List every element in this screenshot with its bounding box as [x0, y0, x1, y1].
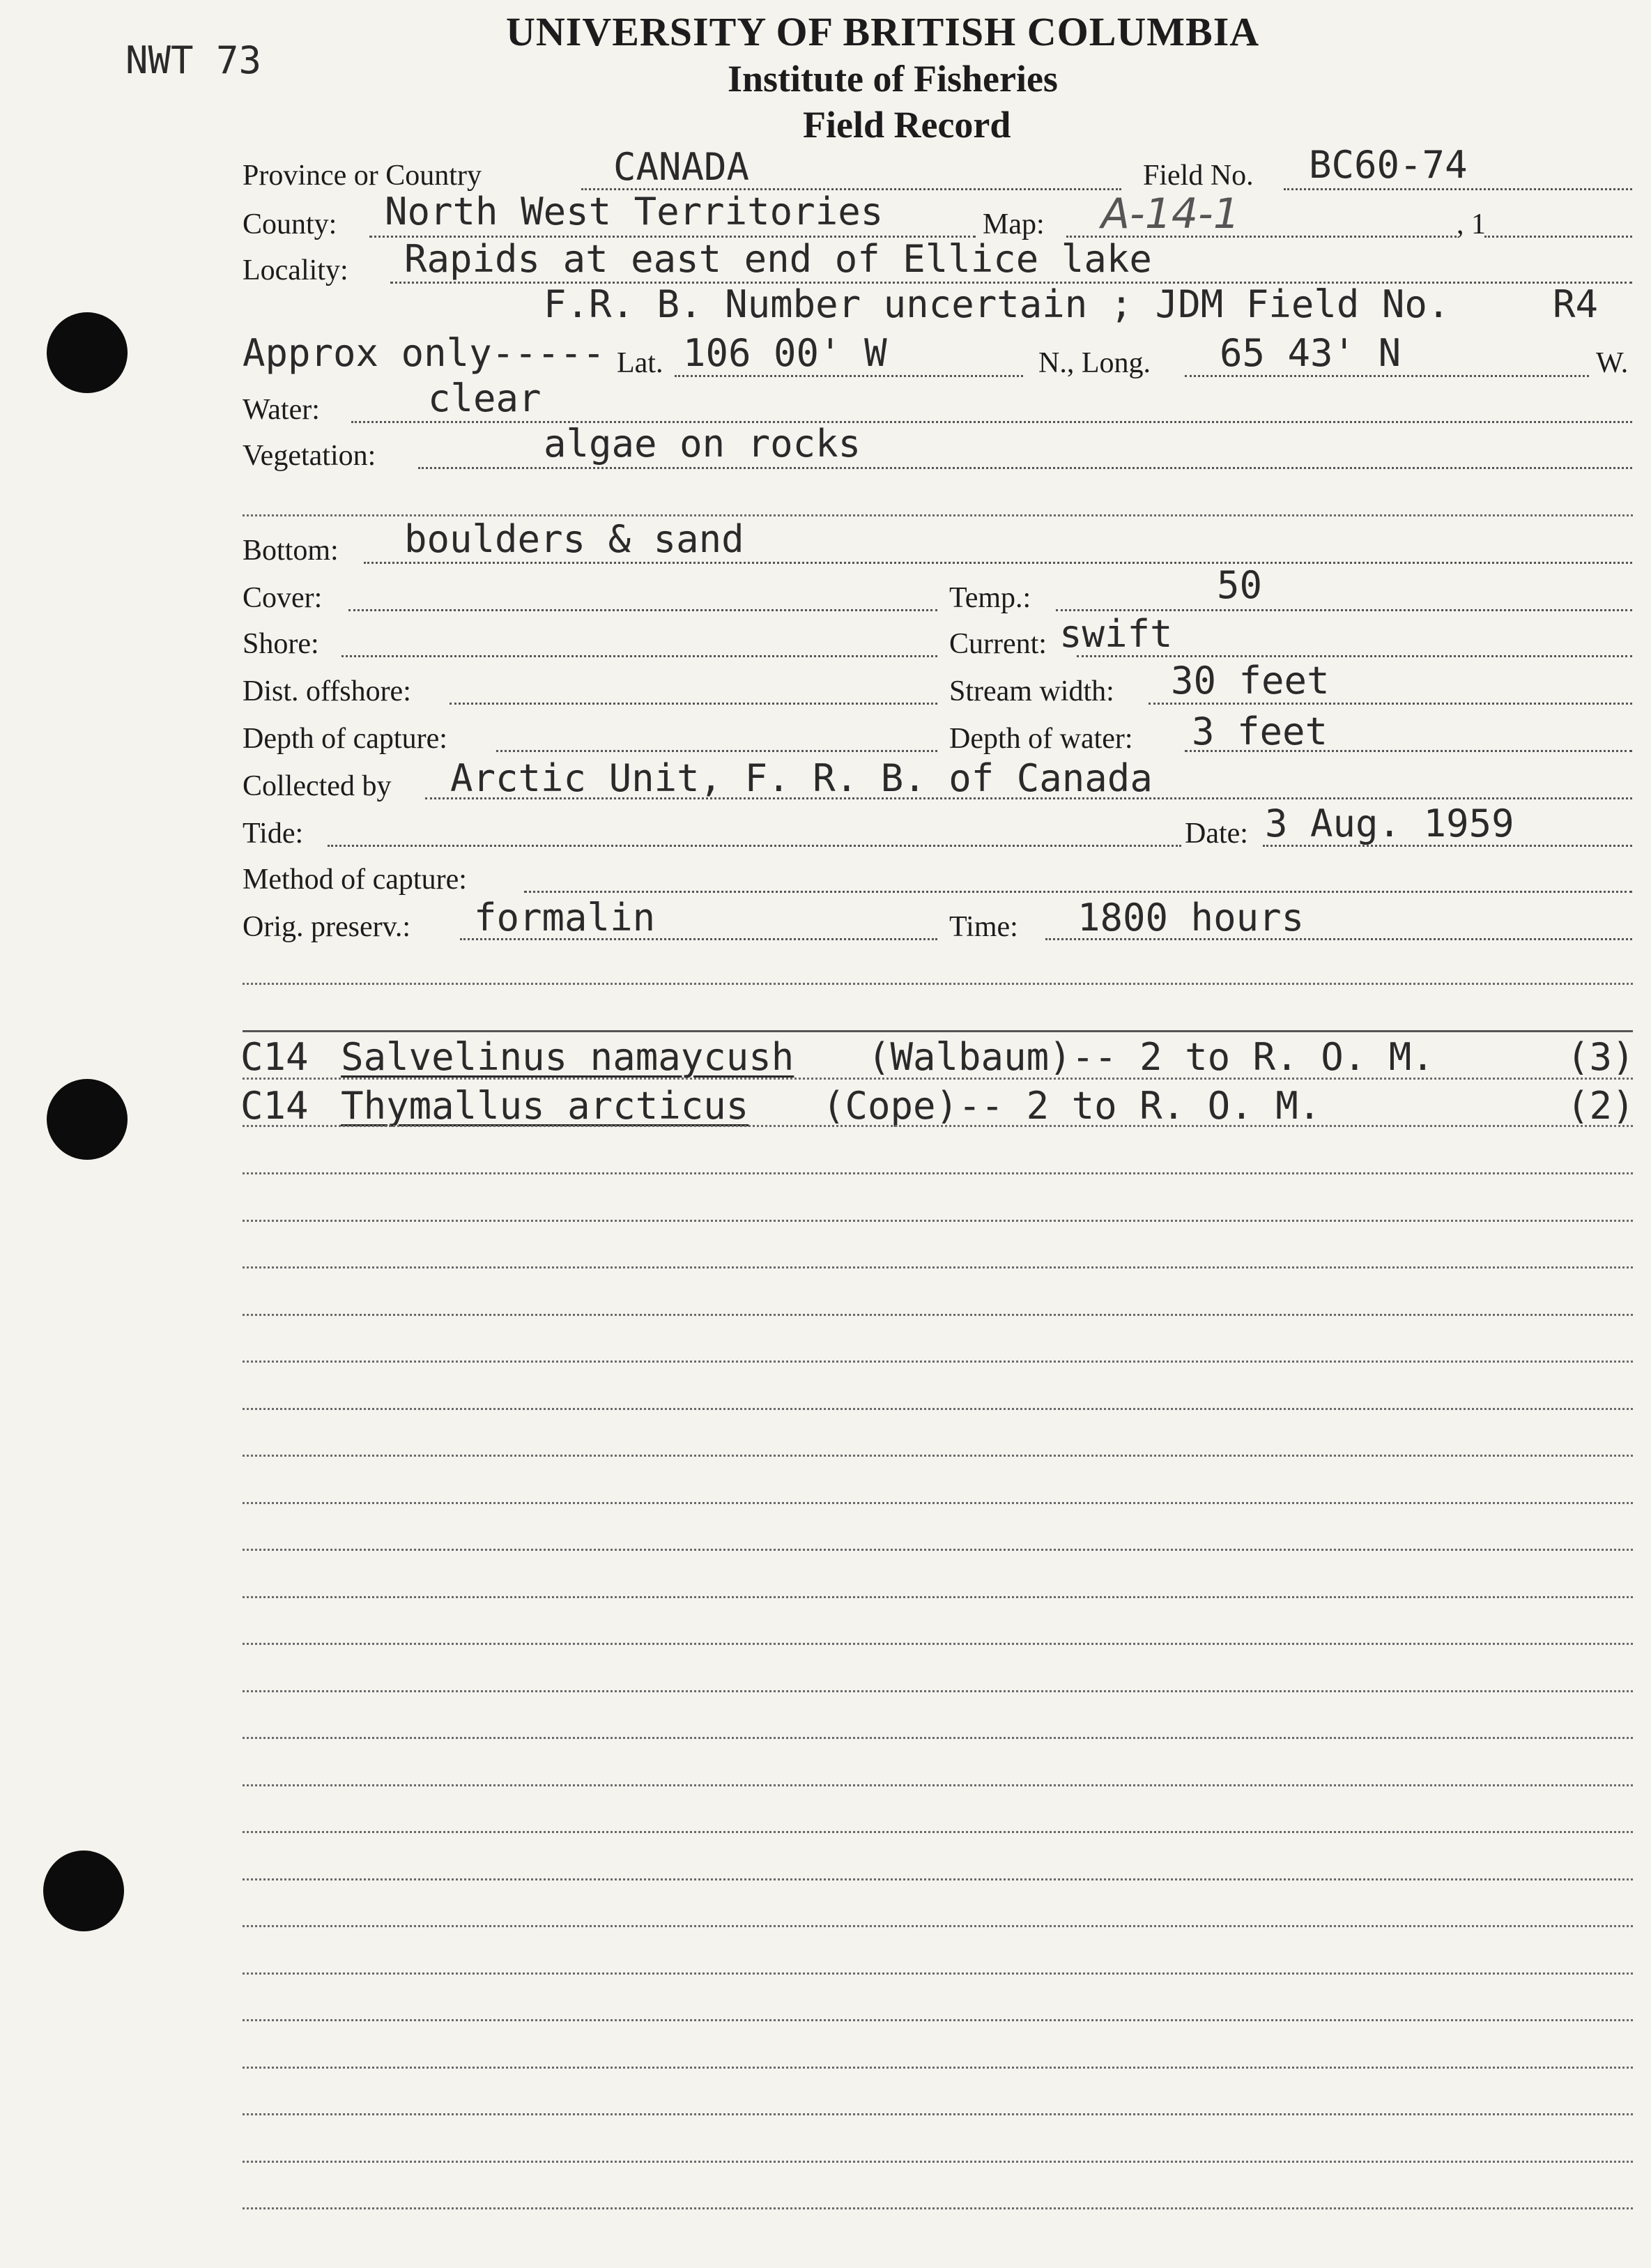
ruled-line [243, 2019, 1633, 2021]
orig-preserv-label: Orig. preserv.: [243, 911, 411, 943]
w-label: W. [1596, 347, 1629, 379]
ruled-line [243, 2207, 1633, 2209]
specimen-code: C14 [240, 1035, 309, 1079]
shore-line [341, 655, 937, 657]
ruled-line [243, 1596, 1633, 1598]
map-suffix-line [1484, 236, 1632, 238]
ruled-line [243, 1220, 1633, 1222]
depth-capture-line [496, 750, 937, 752]
cover-label: Cover: [243, 582, 323, 614]
corner-code: NWT 73 [125, 38, 262, 82]
ruled-line [243, 1690, 1633, 1692]
temp-value: 50 [1217, 563, 1263, 607]
ruled-line [243, 1549, 1633, 1551]
ruled-line [243, 1737, 1633, 1739]
specimen-row [240, 1084, 748, 1128]
ruled-line [243, 2161, 1633, 2163]
ruled-line [243, 1502, 1633, 1504]
locality-value-2: F.R. B. Number uncertain ; JDM Field No. [544, 282, 1450, 326]
specimen-author: (Cope)-- 2 to R. O. M. [822, 1084, 1321, 1128]
method-label: Method of capture: [243, 864, 467, 896]
vegetation-value: algae on rocks [544, 422, 861, 466]
tide-line [328, 845, 1181, 847]
specimen-count: (2) [1567, 1084, 1635, 1128]
bottom-line [364, 562, 1632, 564]
date-label: Date: [1185, 818, 1248, 850]
punch-hole-middle [47, 1079, 128, 1160]
stream-width-label: Stream width: [949, 675, 1114, 707]
punch-hole-bottom [43, 1851, 124, 1931]
department-title: Institute of Fisheries [728, 58, 1058, 100]
specimen-count: (3) [1567, 1035, 1635, 1079]
locality-value-1: Rapids at east end of Ellice lake [404, 237, 1152, 281]
ruled-line [243, 1643, 1633, 1645]
section-divider [243, 1030, 1633, 1032]
current-label: Current: [949, 628, 1047, 660]
specimen-author: (Walbaum)-- 2 to R. O. M. [868, 1035, 1434, 1079]
blank-line-1 [243, 983, 1633, 985]
depth-water-label: Depth of water: [949, 723, 1133, 755]
map-value: A-14-1 [1101, 190, 1240, 238]
long-line [1185, 375, 1589, 377]
ruled-line [243, 2067, 1633, 2069]
ruled-line [243, 1314, 1633, 1316]
lat-value: 106 00' W [683, 331, 887, 375]
locality-label: Locality: [243, 254, 348, 286]
lat-line [675, 375, 1023, 377]
time-label: Time: [949, 911, 1018, 943]
ruled-line [243, 1878, 1633, 1880]
temp-label: Temp.: [949, 582, 1031, 614]
county-label: County: [243, 208, 337, 240]
ruled-line [243, 1972, 1633, 1975]
ruled-line [243, 1266, 1633, 1269]
vegetation-line [418, 467, 1632, 469]
field-no-label: Field No. [1143, 160, 1254, 192]
specimen-line-1 [243, 1078, 1633, 1080]
approx-note: Approx only----- [243, 331, 606, 375]
specimen-code: C14 [240, 1084, 309, 1128]
long-value: 65 43' N [1220, 331, 1402, 375]
dist-offshore-label: Dist. offshore: [243, 675, 411, 707]
cover-line [348, 609, 937, 611]
bottom-value: boulders & sand [404, 517, 744, 561]
method-line [524, 891, 1632, 893]
ruled-line [243, 1784, 1633, 1786]
map-label: Map: [983, 208, 1045, 240]
specimen-name: Salvelinus namaycush [341, 1035, 794, 1079]
current-value: swift [1059, 612, 1173, 656]
tide-label: Tide: [243, 818, 304, 850]
province-label: Province or Country [243, 160, 482, 192]
long-label: N., Long. [1038, 347, 1151, 379]
specimen-name: Thymallus arcticus [341, 1084, 749, 1128]
shore-label: Shore: [243, 628, 319, 660]
orig-preserv-value: formalin [474, 896, 656, 940]
ruled-line [243, 1361, 1633, 1363]
ruled-line [243, 1831, 1633, 1833]
lat-label: Lat. [617, 347, 663, 379]
dist-offshore-line [450, 703, 937, 705]
stream-width-line [1149, 703, 1632, 705]
field-no-value: BC60-74 [1309, 143, 1468, 187]
water-label: Water: [243, 394, 320, 426]
vegetation-label: Vegetation: [243, 440, 376, 472]
locality-value-2-code: R4 [1553, 282, 1599, 326]
bottom-label: Bottom: [243, 535, 339, 567]
stream-width-value: 30 feet [1171, 659, 1330, 703]
collected-by-value: Arctic Unit, F. R. B. of Canada [450, 756, 1153, 800]
water-value: clear [428, 376, 542, 420]
specimen-line-2 [243, 1125, 1633, 1127]
county-value: North West Territories [385, 190, 884, 233]
collected-by-label: Collected by [243, 770, 392, 802]
time-value: 1800 hours [1077, 896, 1305, 940]
specimen-row [240, 1035, 794, 1079]
date-value: 3 Aug. 1959 [1265, 802, 1514, 845]
vegetation-line-2 [243, 514, 1633, 516]
map-suffix: , 1 [1457, 208, 1486, 240]
depth-capture-label: Depth of capture: [243, 723, 447, 755]
depth-water-value: 3 feet [1192, 710, 1328, 753]
ruled-line [243, 1455, 1633, 1457]
ruled-line [243, 1172, 1633, 1174]
form-title: Field Record [803, 104, 1011, 146]
ruled-line [243, 1925, 1633, 1927]
institution-title: UNIVERSITY OF BRITISH COLUMBIA [506, 9, 1260, 54]
ruled-line [243, 1408, 1633, 1410]
field-no-line [1284, 188, 1632, 190]
temp-line [1056, 609, 1632, 611]
ruled-line [243, 2113, 1633, 2115]
punch-hole-top [47, 312, 128, 393]
province-value: CANADA [613, 145, 750, 189]
